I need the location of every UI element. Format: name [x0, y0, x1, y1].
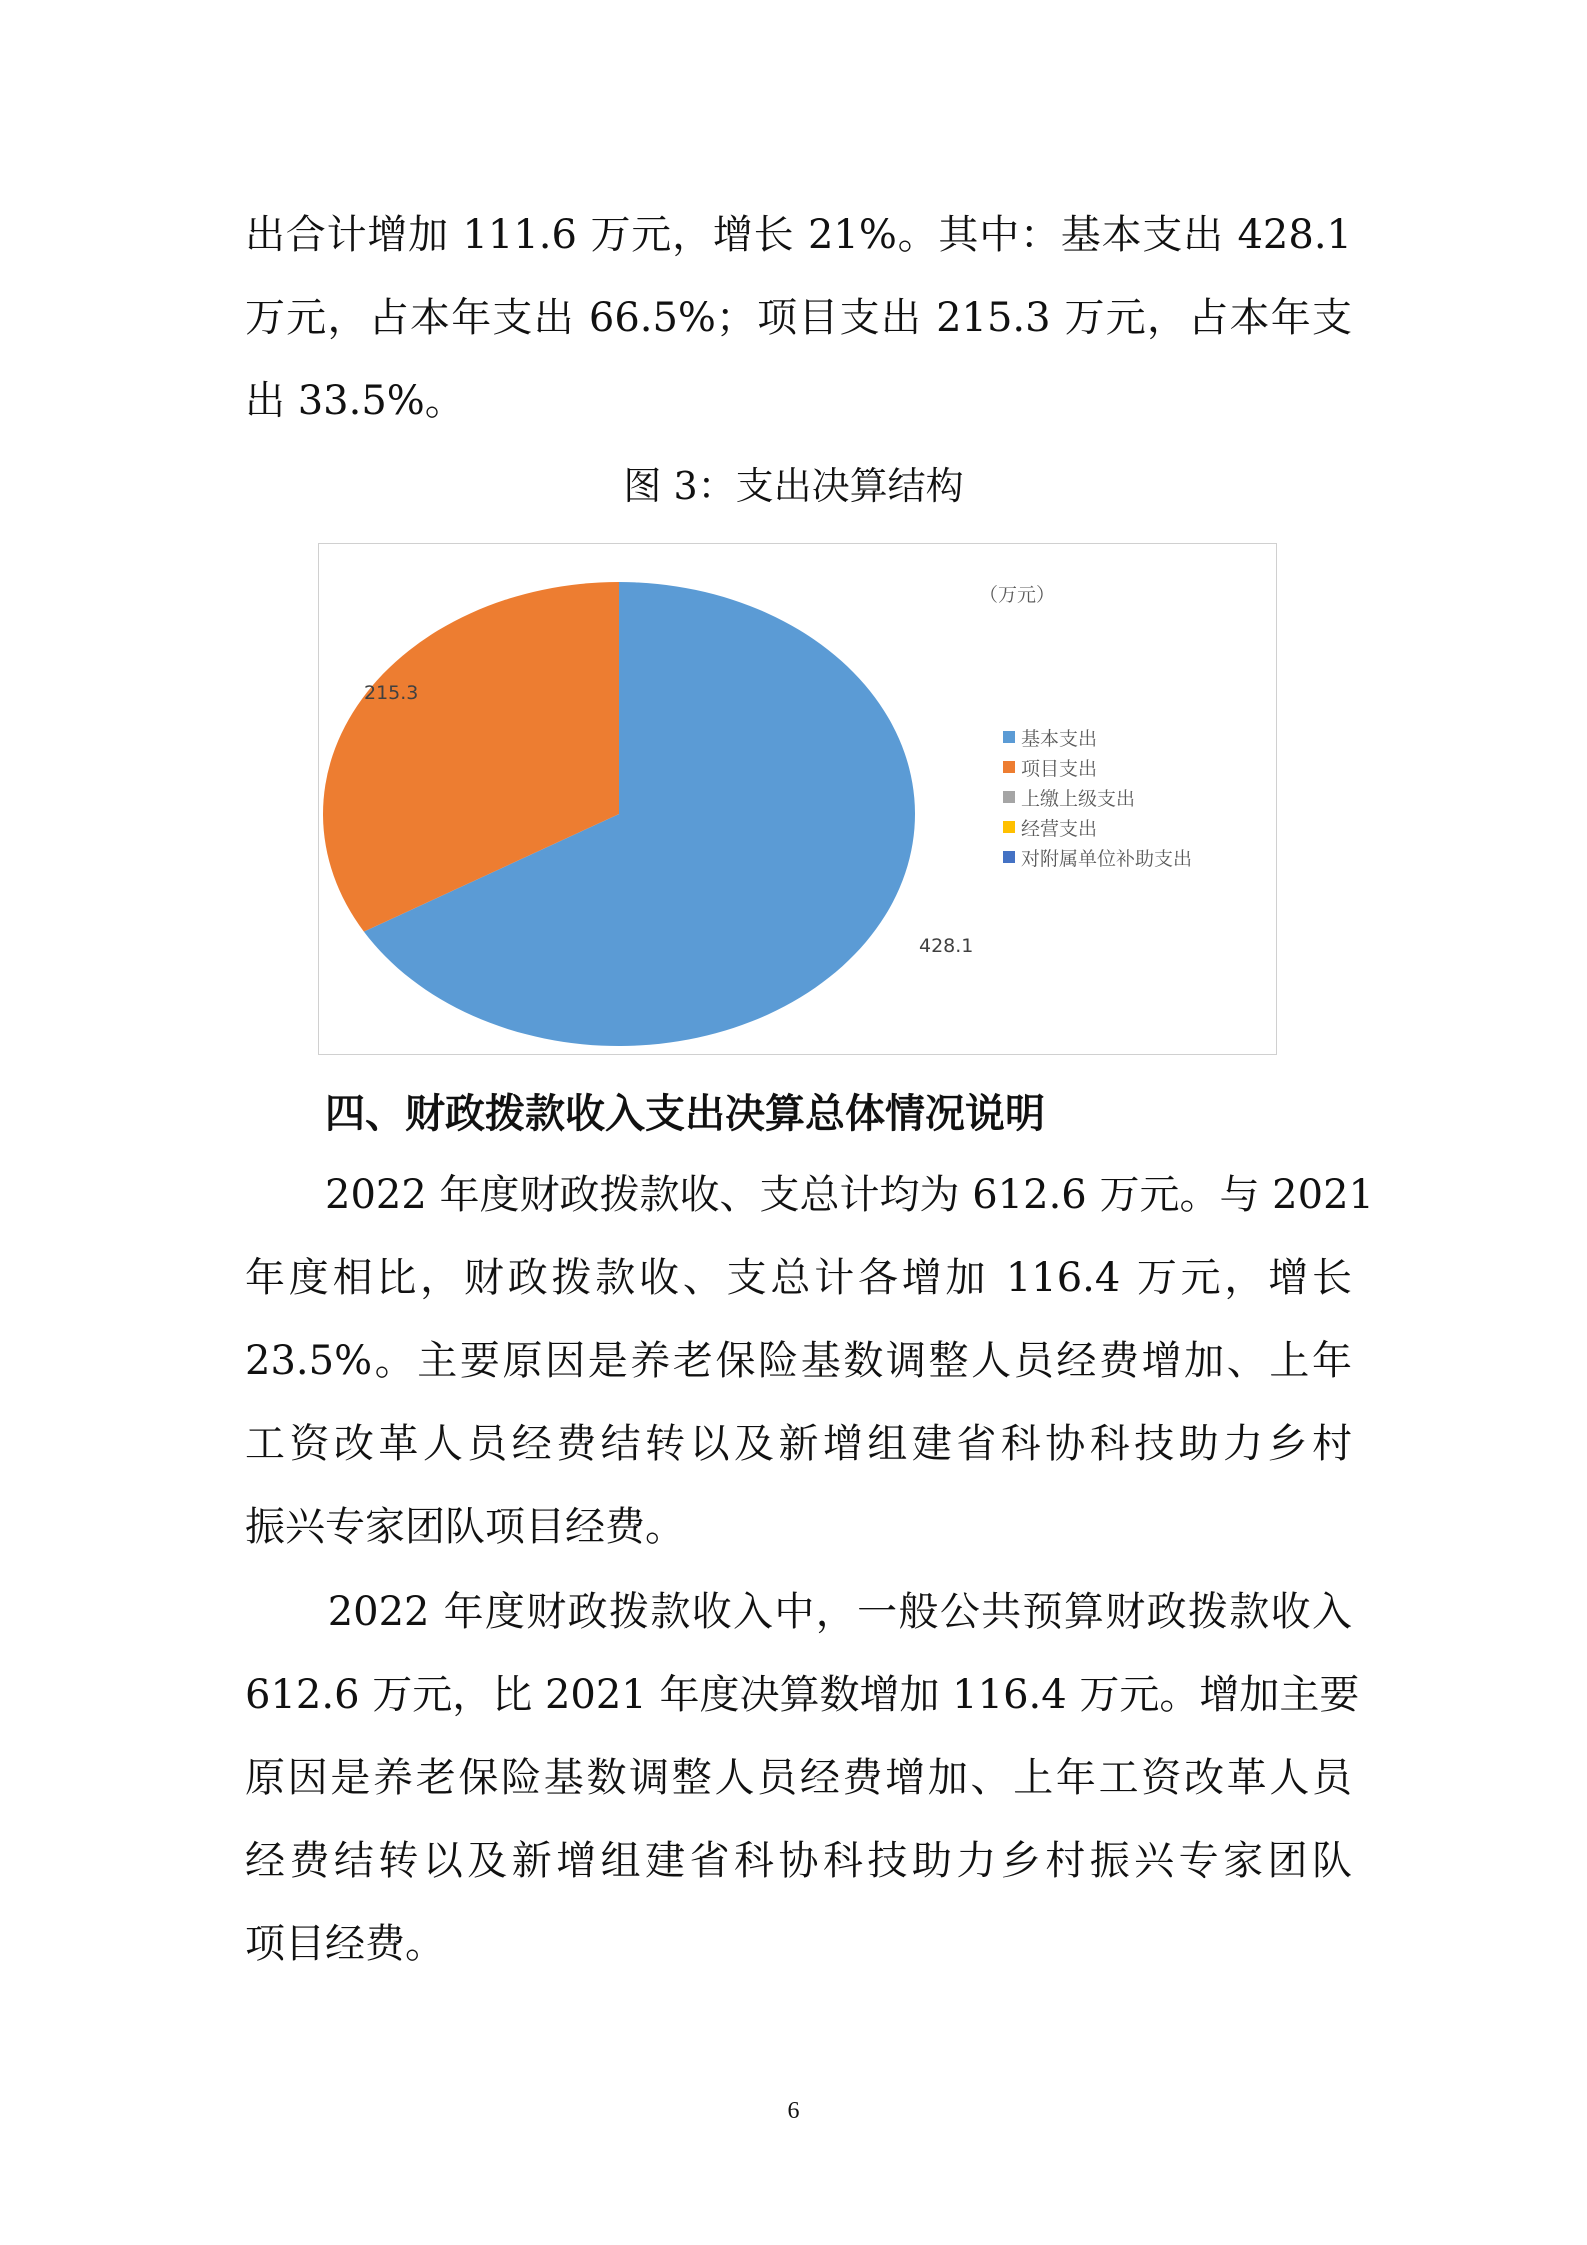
legend-item: [1003, 842, 1192, 872]
legend-label: 对附属单位补助支出: [1021, 847, 1193, 870]
legend-label: 经营支出: [1021, 817, 1098, 840]
pie-chart: [318, 543, 1277, 1055]
text-line: 23.5%。主要原因是养老保险基数调整人员经费增加、上年: [245, 1338, 1352, 1384]
section-heading: 四、财政拨款收入支出决算总体情况说明: [325, 1091, 1045, 1137]
text-line: 经费结转以及新增组建省科协科技助力乡村振兴专家团队: [245, 1838, 1352, 1884]
text-line: 项目经费。: [245, 1921, 445, 1967]
paragraph-2: [245, 1571, 1360, 1986]
text-line: 2022 年度财政拨款收入中，一般公共预算财政拨款收入: [245, 1589, 1352, 1635]
legend-item: [1003, 812, 1192, 842]
paragraph-1: [245, 1154, 1374, 1569]
legend-swatch: [1003, 761, 1015, 773]
text-line: 振兴专家团队项目经费。: [245, 1504, 685, 1550]
legend-item: [1003, 722, 1192, 752]
page-number: 6: [787, 2098, 800, 2124]
chart-legend: [1003, 722, 1192, 872]
legend-swatch: [1003, 731, 1015, 743]
legend-label: 项目支出: [1021, 757, 1098, 780]
text-line: 工资改革人员经费结转以及新增组建省科协科技助力乡村: [245, 1421, 1352, 1467]
text-line: 原因是养老保险基数调整人员经费增加、上年工资改革人员: [245, 1755, 1352, 1801]
pie-data-label: 428.1: [919, 935, 974, 957]
legend-swatch: [1003, 851, 1015, 863]
text-line: 2022 年度财政拨款收、支总计均为 612.6 万元。与 2021: [245, 1172, 1374, 1218]
legend-item: [1003, 752, 1192, 782]
intro-paragraph: [245, 194, 1352, 443]
text-line: 612.6 万元，比 2021 年度决算数增加 116.4 万元。增加主要: [245, 1672, 1360, 1718]
pie-data-label: 215.3: [364, 682, 419, 704]
legend-swatch: [1003, 821, 1015, 833]
chart-unit-label: （万元）: [979, 584, 1056, 606]
legend-label: 上缴上级支出: [1021, 787, 1136, 810]
text-line: 年度相比，财政拨款收、支总计各增加 116.4 万元，增长: [245, 1255, 1352, 1301]
legend-item: [1003, 782, 1192, 812]
legend-swatch: [1003, 791, 1015, 803]
figure-caption: 图 3：支出决算结构: [623, 464, 964, 508]
text-line: 万元，占本年支出 66.5%；项目支出 215.3 万元，占本年支: [245, 295, 1352, 341]
text-line: 出合计增加 111.6 万元，增长 21%。其中：基本支出 428.1: [245, 212, 1352, 258]
legend-label: 基本支出: [1021, 727, 1098, 750]
text-line: 出 33.5%。: [245, 378, 465, 424]
